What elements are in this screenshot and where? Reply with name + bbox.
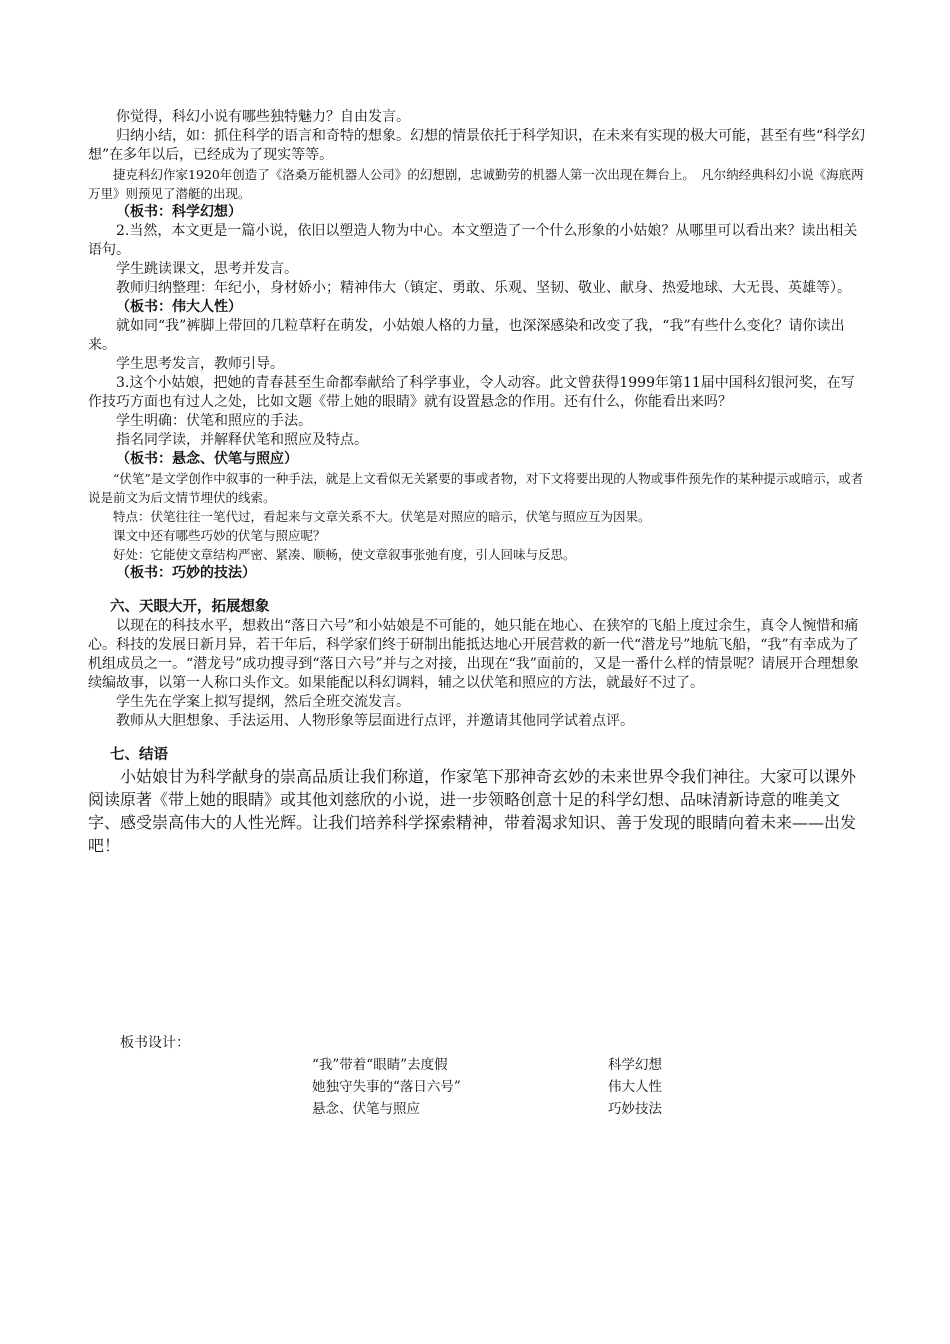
paragraph: 教师归纳整理：年纪小，身材娇小；精神伟大（镇定、勇敢、乐观、坚韧、敬业、献身、热爱地球、大无畏、英雄等）。 — [116, 280, 851, 296]
board-note: （板书：悬念、伏笔与照应） — [116, 451, 298, 467]
document-body — [88, 108, 868, 857]
board-row-right: 伟大人性 — [608, 1079, 662, 1095]
paragraph: 以现在的科技水平，想救出“落日六号”和小姑娘是不可能的，她只能在地心、在狭窄的飞船上度过余生，真令人惋惜和痛心。科技的发展日新月异，若干年后，科学家们终于研制出能抵达地心开展营救的新一代“潜龙号”地航飞船，“我”有幸成为了机组成员之一。“潜龙号”成功搜寻到“落日六号”并与之对接，出现在“我”面前的，又是一番什么样的情景呢？请展开合理想象续编故事，以第一人称口头作文。如果能配以科幻调料，辅之以伏笔和照应的方法，就最好不过了。 — [88, 618, 859, 691]
board-note: （板书：巧妙的技法） — [116, 565, 256, 581]
board-row-left: “我”带着“眼睛”去度假 — [312, 1057, 448, 1073]
paragraph: 教师从大胆想象、手法运用、人物形象等层面进行点评，并邀请其他同学试着点评。 — [116, 713, 634, 729]
section-heading: 六、天眼大开，拓展想象 — [110, 598, 270, 615]
side-note: 好处：它能使文章结构严密、紧凑、顺畅，使文章叙事张弛有度，引人回味与反思。 — [113, 547, 576, 562]
paragraph: 学生跳读课文，思考并发言。 — [116, 261, 298, 277]
paragraph: 学生明确：伏笔和照应的手法。 — [116, 413, 312, 429]
board-row-right: 巧妙技法 — [608, 1101, 662, 1117]
board-note: （板书：科学幻想） — [116, 204, 242, 220]
side-note: “伏笔”是文学创作中叙事的一种手法，就是上文看似无关紧要的事或者物，对下文将要出现的人物或事件预先作的某种提示或暗示，或者说是前文为后文情节埋伏的线索。 — [88, 471, 864, 505]
side-note: 课文中还有哪些巧妙的伏笔与照应呢？ — [113, 528, 326, 543]
side-note: 特点：伏笔往往一笔代过，看起来与文章关系不大。伏笔是对照应的暗示，伏笔与照应互为因果。 — [113, 509, 651, 524]
board-note: （板书：伟大人性） — [116, 299, 242, 315]
paragraph: 学生思考发言，教师引导。 — [116, 356, 284, 372]
side-note: 捷克科幻作家1920年创造了《洛桑万能机器人公司》的幻想剧，忠诚勤劳的机器人第一次出现在舞台上。 凡尔纳经典科幻小说《海底两万里》则预见了潜艇的出现。 — [88, 167, 864, 201]
board-row-left: 悬念、伏笔与照应 — [312, 1101, 420, 1117]
paragraph: 归纳小结，如：抓住科学的语言和奇特的想象。幻想的情景依托于科学知识，在未来有实现的极大可能，甚至有些“科学幻想”在多年以后，已经成为了现实等等。 — [88, 128, 866, 163]
paragraph: 指名同学读，并解释伏笔和照应及特点。 — [116, 432, 368, 448]
section-heading: 七、结语 — [110, 746, 168, 763]
board-row — [312, 1098, 712, 1120]
board-row-left: 她独守失事的“落日六号” — [312, 1079, 461, 1095]
paragraph: 2.当然，本文更是一篇小说，依旧以塑造人物为中心。本文塑造了一个什么形象的小姑娘？从哪里可以看出来？读出相关语句。 — [88, 223, 858, 258]
paragraph: 就如同“我”裤脚上带回的几粒草籽在萌发，小姑娘人格的力量，也深深感染和改变了我，“我”有些什么变化？请你读出来。 — [88, 318, 845, 353]
board-row — [312, 1054, 712, 1076]
paragraph: 你觉得，科幻小说有哪些独特魅力？自由发言。 — [116, 109, 410, 125]
board-row-right: 科学幻想 — [608, 1057, 662, 1073]
board-row — [312, 1076, 712, 1098]
board-design-label: 板书设计： — [120, 1035, 190, 1051]
conclusion-paragraph: 小姑娘甘为科学献身的崇高品质让我们称道，作家笔下那神奇玄妙的未来世界令我们神往。大家可以课外阅读原著《带上她的眼睛》或其他刘慈欣的小说，进一步领略创意十足的科学幻想、品味清新诗意的唯美文字、感受崇高伟大的人性光辉。让我们培养科学探索精神，带着渴求知识、善于发现的眼睛向着未来——出发吧！ — [88, 767, 857, 855]
paragraph: 学生先在学案上拟写提纲，然后全班交流发言。 — [116, 694, 410, 710]
paragraph: 3.这个小姑娘，把她的青春甚至生命都奉献给了科学事业，令人动容。此文曾获得1999年第11届中国科幻银河奖，在写作技巧方面也有过人之处，比如文题《带上她的眼睛》就有设置悬念的作用。还有什么，你能看出来吗？ — [88, 375, 855, 410]
